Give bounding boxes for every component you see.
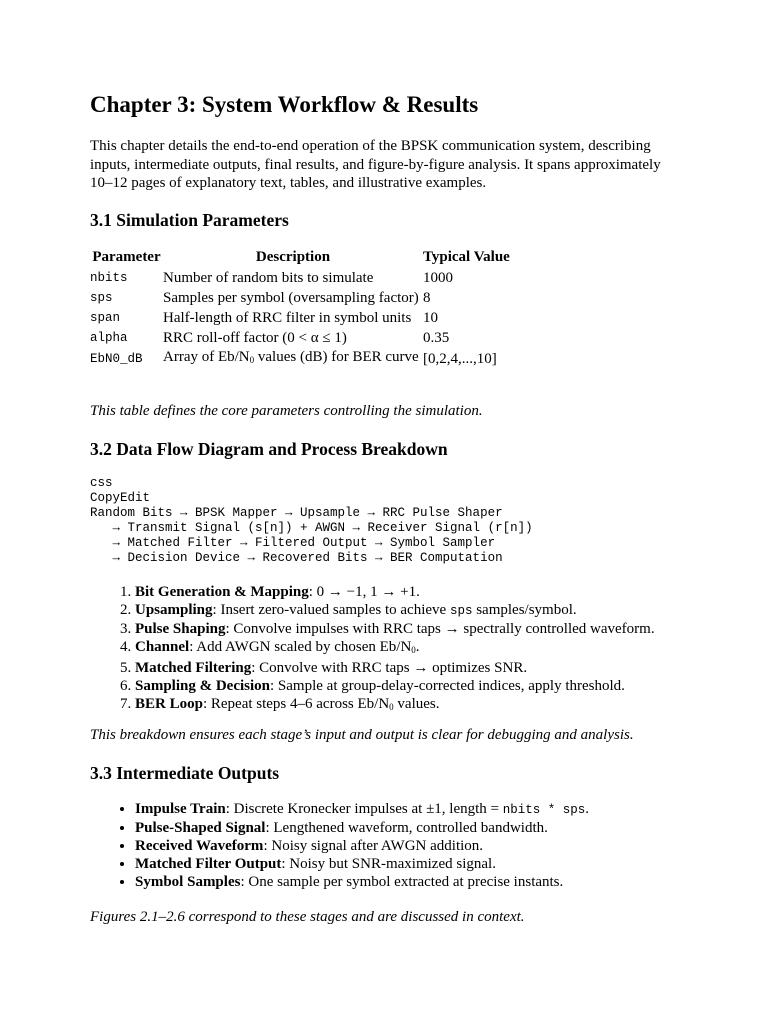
code-line: → Transmit Signal (s[n]) + AWGN → Receiver Signal (r[n]): [90, 521, 533, 535]
step-text: samples/symbol.: [472, 602, 577, 618]
subscript: 0: [411, 645, 416, 655]
table-row: [90, 328, 510, 348]
process-steps-list: [90, 583, 655, 716]
subscript: 0: [249, 355, 255, 365]
data-flow-code-block: [90, 476, 533, 566]
param-value: 1000: [423, 270, 453, 286]
step-text: values.: [393, 696, 440, 712]
list-item: [135, 677, 655, 695]
figures-caption: Figures 2.1–2.6 correspond to these stages and are discussed in context.: [90, 909, 525, 925]
section-heading-3-2: 3.2 Data Flow Diagram and Process Breakdown: [90, 439, 448, 459]
table-row: [90, 308, 510, 328]
list-item: [135, 855, 589, 873]
step-text: : Insert zero-valued samples to achieve: [212, 602, 450, 618]
table-header-value: Typical Value: [423, 249, 510, 265]
code-line: → Matched Filter → Filtered Output → Symbol Sampler: [90, 536, 496, 550]
param-name: nbits: [90, 271, 128, 285]
param-value: 0.35: [423, 330, 450, 346]
item-text: : Noisy but SNR-maximized signal.: [281, 856, 496, 872]
step-term: Matched Filtering: [135, 660, 252, 676]
list-item: [135, 837, 589, 855]
item-text: : One sample per symbol extracted at precise instants.: [240, 874, 564, 890]
list-item: [135, 620, 655, 638]
step-text: : Repeat steps 4–6 across Eb/N: [202, 696, 390, 712]
table-row: [90, 288, 510, 308]
list-item: [135, 638, 655, 659]
item-term: Symbol Samples: [135, 874, 241, 890]
list-item: [135, 819, 589, 837]
list-item: [135, 601, 655, 620]
breakdown-caption: This breakdown ensures each stage’s input and output is clear for debugging and analysis.: [90, 727, 634, 743]
table-header-parameter: Parameter: [92, 249, 161, 265]
desc-text: values (dB) for BER curve: [254, 349, 419, 365]
list-item: [135, 695, 655, 716]
item-term: Matched Filter Output: [135, 856, 282, 872]
step-text: : 0 → −1, 1 → +1.: [308, 584, 420, 600]
step-term: Pulse Shaping: [135, 621, 226, 637]
list-item: [135, 583, 655, 601]
step-text: : Convolve with RRC taps → optimizes SNR.: [251, 660, 528, 676]
item-text: .: [585, 801, 590, 817]
table-caption: This table defines the core parameters controlling the simulation.: [90, 403, 483, 419]
step-term: Channel: [135, 639, 190, 655]
param-description: [163, 348, 423, 369]
intermediate-outputs-list: [90, 800, 589, 891]
param-name: EbN0_dB: [90, 351, 143, 366]
desc-text: Array of Eb/N: [163, 349, 250, 365]
inline-code: sps: [449, 604, 473, 618]
step-text: .: [415, 639, 420, 655]
code-line: CopyEdit: [90, 491, 151, 505]
chapter-title: Chapter 3: System Workflow & Results: [90, 92, 479, 117]
param-name: sps: [90, 291, 113, 305]
code-line: css: [90, 476, 113, 490]
item-term: Impulse Train: [135, 801, 226, 817]
step-text: : Sample at group-delay-corrected indices, apply threshold.: [270, 678, 625, 694]
step-text: : Convolve impulses with RRC taps → spectrally controlled waveform.: [225, 621, 655, 637]
param-value: 8: [423, 290, 431, 306]
table-row: [90, 348, 510, 369]
list-item: [135, 800, 589, 819]
list-item: [135, 873, 589, 891]
code-line: → Decision Device → Recovered Bits → BER Computation: [90, 551, 503, 565]
code-line: Random Bits → BPSK Mapper → Upsample → RRC Pulse Shaper: [90, 506, 503, 520]
param-description: Half-length of RRC filter in symbol units: [163, 310, 412, 326]
parameters-table: [90, 248, 510, 369]
section-heading-3-1: 3.1 Simulation Parameters: [90, 210, 289, 230]
subscript: 0: [389, 702, 394, 712]
section-heading-3-3: 3.3 Intermediate Outputs: [90, 763, 280, 783]
param-name: alpha: [90, 331, 128, 345]
param-description: Samples per symbol (oversampling factor): [163, 290, 419, 306]
inline-code: nbits * sps: [502, 803, 586, 817]
param-value: [0,2,4,...,10]: [423, 350, 497, 367]
item-term: Received Waveform: [135, 838, 264, 854]
step-term: Bit Generation & Mapping: [135, 584, 309, 600]
table-header-description: Description: [255, 249, 331, 265]
param-description: RRC roll-off factor (0 < α ≤ 1): [163, 330, 347, 346]
item-text: : Discrete Kronecker impulses at ±1, length =: [225, 801, 503, 817]
param-description: Number of random bits to simulate: [163, 270, 374, 286]
table-row: [90, 268, 510, 288]
param-value: 10: [423, 310, 438, 326]
intro-paragraph: This chapter details the end-to-end operation of the BPSK communication system, describing inputs, intermediate outputs, final results, and figure-by-figure analysis. It spans approximately 10–12 pages of explanatory text, tables, and illustrative examples.: [90, 138, 661, 191]
item-term: Pulse-Shaped Signal: [135, 820, 266, 836]
step-term: Sampling & Decision: [135, 678, 271, 694]
list-item: [135, 659, 655, 677]
param-name: span: [90, 311, 121, 325]
step-term: Upsampling: [135, 602, 213, 618]
item-text: : Lengthened waveform, controlled bandwidth.: [265, 820, 548, 836]
step-text: : Add AWGN scaled by chosen Eb/N: [189, 639, 412, 655]
item-text: : Noisy signal after AWGN addition.: [263, 838, 484, 854]
step-term: BER Loop: [135, 696, 203, 712]
